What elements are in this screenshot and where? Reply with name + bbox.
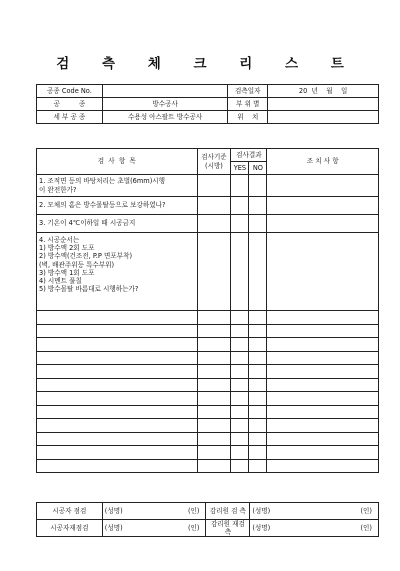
dept-label: 부 위 별 [228,98,268,111]
standard-cell[interactable] [197,432,231,446]
standard-cell[interactable] [197,405,231,419]
standard-cell[interactable] [197,351,231,365]
item-cell[interactable] [37,459,198,473]
item-cell[interactable] [37,351,198,365]
standard-cell[interactable] [197,311,231,325]
info-row-work [37,98,379,111]
action-cell[interactable] [267,405,379,419]
item-cell[interactable] [37,311,198,325]
contractor-recheck-label: 시공자재점검 [37,520,103,537]
no-cell[interactable] [249,324,267,338]
date-label: 검측일자 [228,85,268,98]
inspection-header-row [37,149,379,162]
subwork-value[interactable]: 수용성 아스팔트 방수공사 [102,111,227,124]
supervisor-reinspect-label: 감리원 재검측 [206,520,250,537]
action-cell[interactable] [267,197,379,215]
item-cell[interactable] [37,365,198,379]
inspection-item-3: 3. 기온이 4℃이하일 때 시공금지 [37,215,198,233]
table-row [37,378,379,392]
table-row [37,419,379,433]
contractor-check-name[interactable]: (성명) [102,503,162,520]
no-cell[interactable] [249,378,267,392]
action-cell[interactable] [267,392,379,406]
yes-cell[interactable] [231,446,249,460]
inspection-item-2: 2. 모체의 홈은 방수몰탈등으로 보강하였나? [37,197,198,215]
header-result: 검사결과 [231,149,267,162]
table-row [37,365,379,379]
signature-row-1 [37,503,379,520]
no-cell[interactable] [249,446,267,460]
yes-cell[interactable] [231,233,249,311]
table-row [37,197,379,215]
no-cell[interactable] [249,175,267,197]
yes-cell[interactable] [231,432,249,446]
yes-cell[interactable] [231,419,249,433]
standard-cell[interactable] [197,197,231,215]
standard-cell[interactable] [197,419,231,433]
subwork-label: 세 부 공 종 [37,111,103,124]
header-yes: YES [231,162,249,175]
yes-cell[interactable] [231,338,249,352]
table-row [37,446,379,460]
no-cell[interactable] [249,405,267,419]
work-label: 공 종 [37,98,103,111]
standard-cell[interactable] [197,378,231,392]
header-no: NO [249,162,267,175]
loc-label: 위 치 [228,111,268,124]
dept-value[interactable] [268,98,379,111]
info-row-code [37,85,379,98]
date-value[interactable]: 20 년 월 일 [268,85,379,98]
item-cell[interactable] [37,419,198,433]
table-row [37,233,379,311]
action-cell[interactable] [267,459,379,473]
table-row [37,338,379,352]
supervisor-inspect-label: 감리원 검 측 [206,503,250,520]
standard-cell[interactable] [197,459,231,473]
action-cell[interactable] [267,446,379,460]
action-cell[interactable] [267,419,379,433]
no-cell[interactable] [249,215,267,233]
standard-cell[interactable] [197,324,231,338]
item-cell[interactable] [37,432,198,446]
action-cell[interactable] [267,365,379,379]
standard-cell[interactable] [197,233,231,311]
yes-cell[interactable] [231,378,249,392]
contractor-check-seal[interactable]: (인) [162,503,206,520]
no-cell[interactable] [249,338,267,352]
action-cell[interactable] [267,338,379,352]
contractor-recheck-seal[interactable]: (인) [162,520,206,537]
action-cell[interactable] [267,175,379,197]
contractor-check-label: 시공자 점검 [37,503,103,520]
table-row [37,432,379,446]
yes-cell[interactable] [231,311,249,325]
work-value[interactable]: 방수공사 [102,98,227,111]
no-cell[interactable] [249,311,267,325]
standard-cell[interactable] [197,392,231,406]
action-cell[interactable] [267,378,379,392]
table-row [37,405,379,419]
no-cell[interactable] [249,351,267,365]
document-title: 검 측 체 크 리 스 트 [56,56,358,72]
no-cell[interactable] [249,197,267,215]
standard-cell[interactable] [197,338,231,352]
table-row [37,392,379,406]
action-cell[interactable] [267,215,379,233]
item-cell[interactable] [37,324,198,338]
action-cell[interactable] [267,311,379,325]
standard-cell[interactable] [197,446,231,460]
supervisor-reinspect-seal[interactable]: (인) [336,520,379,537]
item-cell[interactable] [37,446,198,460]
item-cell[interactable] [37,405,198,419]
signature-table [36,502,379,537]
no-cell[interactable] [249,459,267,473]
yes-cell[interactable] [231,459,249,473]
yes-cell[interactable] [231,175,249,197]
table-row [37,311,379,325]
yes-cell[interactable] [231,351,249,365]
no-cell[interactable] [249,233,267,311]
table-row [37,215,379,233]
action-cell[interactable] [267,324,379,338]
no-cell[interactable] [249,419,267,433]
inspection-table [36,148,379,473]
standard-cell[interactable] [197,175,231,197]
yes-cell[interactable] [231,324,249,338]
action-cell[interactable] [267,432,379,446]
info-table [36,84,379,124]
loc-value[interactable] [268,111,379,124]
yes-cell[interactable] [231,197,249,215]
header-action: 조 치 사 항 [267,149,379,175]
table-row [37,324,379,338]
info-row-subwork [37,111,379,124]
contractor-recheck-name[interactable]: (성명) [102,520,162,537]
no-cell[interactable] [249,432,267,446]
action-cell[interactable] [267,351,379,365]
supervisor-inspect-seal[interactable]: (인) [336,503,379,520]
header-items: 검 사 항 목 [37,149,198,175]
inspection-item-1: 1. 조적면 등의 바탕처리는 초벌(6mm)시행 이 완전한가? [37,175,198,197]
signature-row-2 [37,520,379,537]
table-row [37,459,379,473]
supervisor-reinspect-name[interactable]: (성명) [250,520,336,537]
item-cell[interactable] [37,378,198,392]
code-label: 공종 Code No. [37,85,103,98]
inspection-item-4: 4. 시공순서는 1) 방수액 2회 도포 2) 방수액(건조전, P.P 면포부착) (벽, 배관주위등 특수부위) 3) 방수액 1회 도포 4) 시멘트 풀칠 5) 방수몰탈 바름대로 시행하는가? [37,233,198,311]
no-cell[interactable] [249,392,267,406]
yes-cell[interactable] [231,392,249,406]
standard-cell[interactable] [197,365,231,379]
action-cell[interactable] [267,233,379,311]
supervisor-inspect-name[interactable]: (성명) [250,503,336,520]
code-value[interactable] [102,85,227,98]
no-cell[interactable] [249,365,267,379]
item-cell[interactable] [37,392,198,406]
yes-cell[interactable] [231,365,249,379]
standard-cell[interactable] [197,215,231,233]
table-row [37,351,379,365]
yes-cell[interactable] [231,215,249,233]
item-cell[interactable] [37,338,198,352]
yes-cell[interactable] [231,405,249,419]
header-standard: 검사기준 (시방) [197,149,231,175]
table-row [37,175,379,197]
